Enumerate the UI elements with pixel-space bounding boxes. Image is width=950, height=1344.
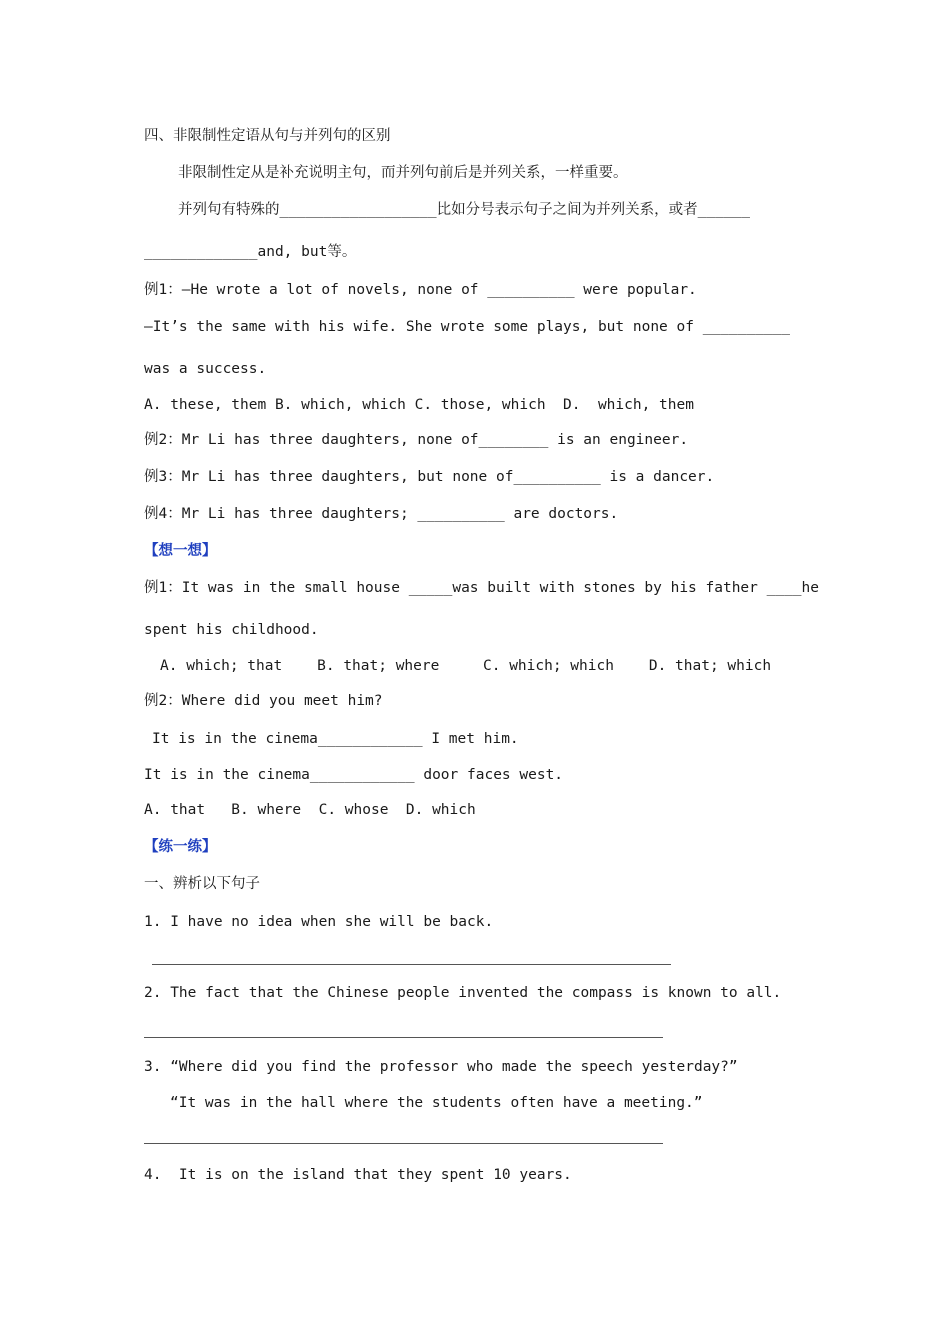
practice-title: 一、辨析以下句子 <box>144 876 260 892</box>
think-label: 【想一想】 <box>144 543 217 559</box>
practice-sentence-4: 4. It is on the island that they spent 10 years. <box>144 1167 572 1183</box>
think-q1-line-1: 例1：It was in the small house _____was built with stones by his father ____he <box>144 580 820 596</box>
think-q2-line-1: 例2：Where did you meet him? <box>144 693 383 709</box>
example-1-line-1: 例1：—He wrote a lot of novels, none of __________ were popular. <box>144 282 697 298</box>
practice-sentence-2: 2. The fact that the Chinese people invented the compass is known to all. <box>144 985 782 1001</box>
example-1-line-2: —It’s the same with his wife. She wrote some plays, but none of __________ <box>144 319 791 335</box>
example-2: 例2：Mr Li has three daughters, none of________ is an engineer. <box>144 432 689 448</box>
example-3: 例3：Mr Li has three daughters, but none of__________ is a dancer. <box>144 469 715 485</box>
section-heading: 四、非限制性定语从句与并列句的区别 <box>144 128 391 144</box>
think-q2-options: A. that B. where C. whose D. which <box>144 802 476 818</box>
example-1-line-3: was a success. <box>144 361 267 377</box>
think-q2-line-3: It is in the cinema____________ door faces west. <box>144 767 564 783</box>
answer-line-2 <box>144 1037 663 1038</box>
example-1-options: A. these, them B. which, which C. those, which D. which, them <box>144 397 694 413</box>
example-4: 例4：Mr Li has three daughters; __________ are doctors. <box>144 506 619 522</box>
answer-line-1 <box>152 964 671 965</box>
think-q1-options: A. which; that B. that; where C. which; which D. that; which <box>160 658 772 674</box>
paragraph-2-line-1: 并列句有特殊的__________________比如分号表示句子之间为并列关系，或者______ <box>178 202 751 218</box>
practice-sentence-1: 1. I have no idea when she will be back. <box>144 914 494 930</box>
think-q1-line-2: spent his childhood. <box>144 622 319 638</box>
paragraph-2-line-2: _____________and, but等。 <box>144 244 357 260</box>
answer-line-3 <box>144 1143 663 1144</box>
think-q2-line-2: It is in the cinema____________ I met him. <box>152 731 519 747</box>
practice-sentence-3-line-2: “It was in the hall where the students often have a meeting.” <box>170 1095 703 1111</box>
practice-label: 【练一练】 <box>144 839 217 855</box>
practice-sentence-3-line-1: 3. “Where did you find the professor who made the speech yesterday?” <box>144 1059 738 1075</box>
paragraph-1: 非限制性定从是补充说明主句，而并列句前后是并列关系，一样重要。 <box>178 165 628 181</box>
